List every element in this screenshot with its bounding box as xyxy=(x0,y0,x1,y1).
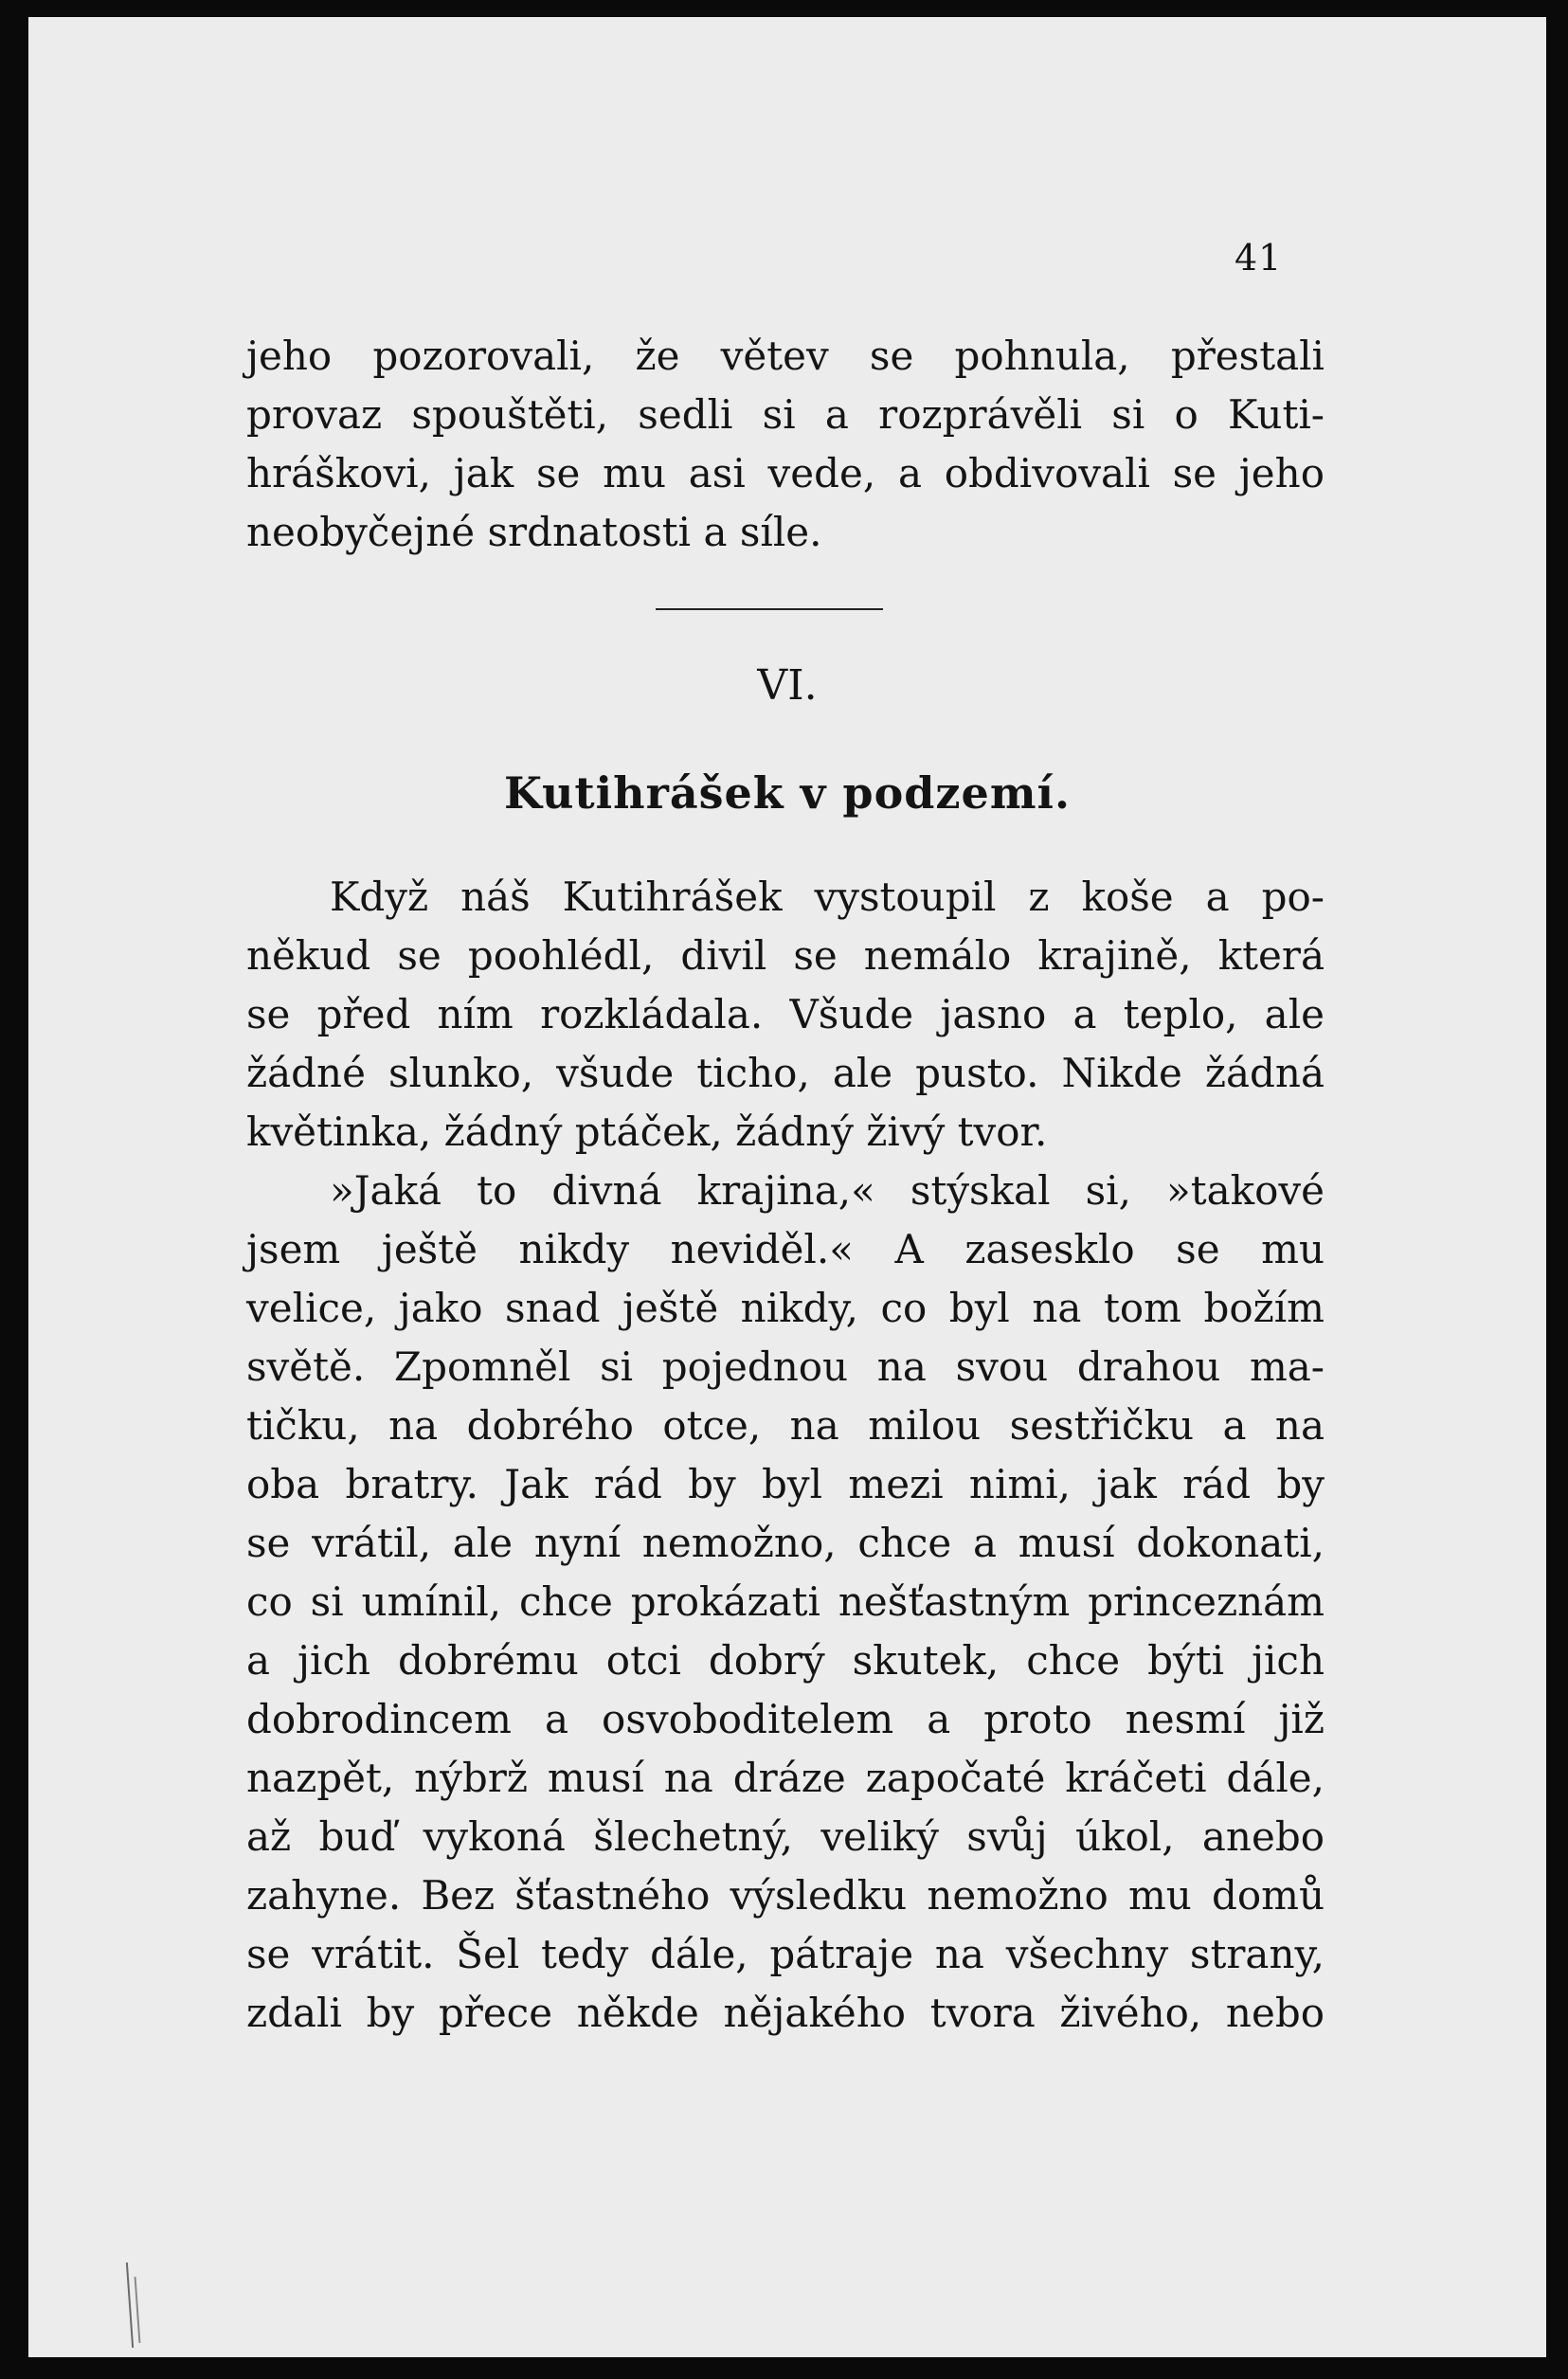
text-line: až buď vykoná šlechetný, veliký svůj úkol, anebo xyxy=(246,1813,1325,1860)
text-line: se před ním rozkládala. Všude jasno a teplo, ale xyxy=(246,991,1325,1037)
text-line: tičku, na dobrého otce, na milou sestřičku a na xyxy=(246,1402,1325,1449)
text-line: provaz spouštěti, sedli si a rozprávěli si o Kuti- xyxy=(246,391,1325,438)
text-line: se vrátit. Šel tedy dále, pátraje na všechny strany, xyxy=(246,1931,1325,1977)
scan-scratch-mark xyxy=(135,2277,141,2343)
text-line: někud se poohlédl, divil se nemálo krajině, která xyxy=(246,932,1325,979)
text-line: se vrátil, ale nyní nemožno, chce a musí dokonati, xyxy=(246,1520,1325,1566)
text-line: »Jaká to divná krajina,« stýskal si, »takové xyxy=(330,1167,1325,1214)
book-page xyxy=(28,17,1546,2357)
scan-scratch-mark xyxy=(126,2262,134,2348)
section-divider xyxy=(656,608,883,610)
text-line: světě. Zpomněl si pojednou na svou drahou ma- xyxy=(246,1343,1325,1390)
text-line: a jich dobrému otci dobrý skutek, chce býti jich xyxy=(246,1637,1325,1684)
text-line: co si umínil, chce prokázati nešťastným princeznám xyxy=(246,1578,1325,1625)
text-line: dobrodincem a osvoboditelem a proto nesmí již xyxy=(246,1696,1325,1742)
text-line: velice, jako snad ještě nikdy, co byl na tom božím xyxy=(246,1285,1325,1331)
text-line: zahyne. Bez šťastného výsledku nemožno mu domů xyxy=(246,1872,1325,1919)
text-line: neobyčejné srdnatosti a síle. xyxy=(246,509,822,555)
text-line: hráškovi, jak se mu asi vede, a obdivovali se jeho xyxy=(246,450,1325,496)
text-line: nazpět, nýbrž musí na dráze započaté kráčeti dále, xyxy=(246,1755,1325,1801)
text-line: zdali by přece někde nějakého tvora živého, nebo xyxy=(246,1990,1325,2036)
page-number: 41 xyxy=(1235,237,1283,279)
chapter-title: Kutihrášek v podzemí. xyxy=(504,767,1071,819)
text-line: jeho pozorovali, že větev se pohnula, přestali xyxy=(246,333,1325,379)
chapter-body xyxy=(246,868,1325,2043)
continuation-paragraph xyxy=(246,327,1325,562)
text-line: oba bratry. Jak rád by byl mezi nimi, jak rád by xyxy=(246,1461,1325,1507)
text-line: květinka, žádný ptáček, žádný živý tvor. xyxy=(246,1108,1048,1155)
text-line: Když náš Kutihrášek vystoupil z koše a po- xyxy=(330,874,1325,920)
text-line: jsem ještě nikdy neviděl.« A zasesklo se mu xyxy=(246,1226,1325,1272)
text-line: žádné slunko, všude ticho, ale pusto. Nikde žádná xyxy=(246,1050,1325,1096)
chapter-number: VI. xyxy=(757,661,818,710)
